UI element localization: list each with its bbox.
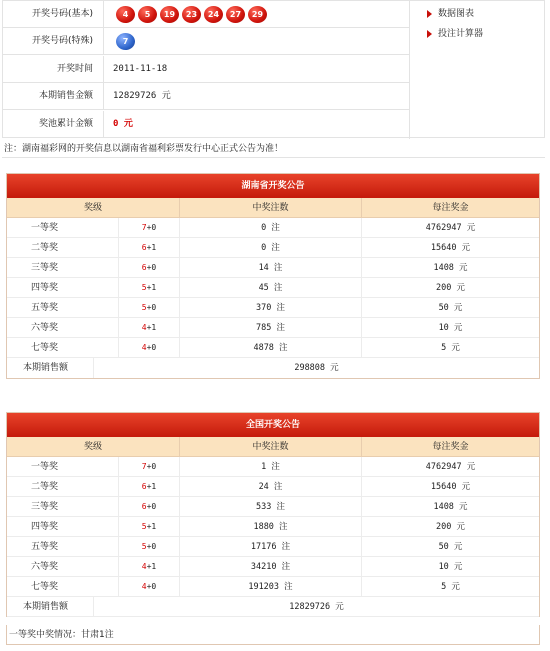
draw-info-panel xyxy=(2,0,545,138)
match-rule xyxy=(119,218,180,237)
sales-amount-value: 12829726 元 xyxy=(113,91,171,101)
prize-amount: 50 元 xyxy=(438,542,463,552)
match-special: +1 xyxy=(146,562,157,571)
prize-amount: 4762947 元 xyxy=(425,462,476,472)
national-sales-value: 12829726 元 xyxy=(289,602,344,612)
number-ball: 23 xyxy=(182,6,201,23)
number-ball: 24 xyxy=(204,6,223,23)
match-main: 5 xyxy=(141,303,147,312)
match-main: 6 xyxy=(141,502,147,511)
winner-count: 191203 注 xyxy=(180,577,362,596)
match-rule xyxy=(119,557,180,576)
bet-calculator-link-label: 投注计算器 xyxy=(438,29,484,39)
winner-count: 785 注 xyxy=(180,318,362,337)
match-main: 7 xyxy=(141,462,147,471)
match-main: 6 xyxy=(141,482,147,491)
match-special: +0 xyxy=(146,303,157,312)
disclaimer-note: 注：湖南福彩网的开奖信息以湖南省福利彩票发行中心正式公告为准！ xyxy=(2,141,545,158)
prize-amount: 1408 元 xyxy=(433,263,468,273)
match-special: +0 xyxy=(146,582,157,591)
national-table-body xyxy=(7,457,539,597)
winner-count: 34210 注 xyxy=(180,557,362,576)
table-row xyxy=(7,497,539,517)
arrow-right-icon xyxy=(427,30,432,38)
header-level: 奖级 xyxy=(7,198,180,217)
special-number-row xyxy=(3,28,410,55)
prize-level: 五等奖 xyxy=(7,298,119,317)
winner-count: 4878 注 xyxy=(180,338,362,357)
hunan-announcement-panel xyxy=(6,173,540,379)
match-special: +1 xyxy=(146,522,157,531)
first-prize-winners-note: 一等奖中奖情况：甘肃1注 xyxy=(6,625,540,645)
match-special: +0 xyxy=(146,223,157,232)
draw-info-table xyxy=(3,1,410,139)
prize-amount: 5 元 xyxy=(441,582,460,592)
winner-count: 14 注 xyxy=(180,258,362,277)
data-chart-link[interactable] xyxy=(426,7,483,27)
jackpot-value: 0 元 xyxy=(113,119,133,129)
winner-count: 533 注 xyxy=(180,497,362,516)
prize-level: 四等奖 xyxy=(7,278,119,297)
draw-date-value: 2011-11-18 xyxy=(113,64,168,74)
prize-amount: 10 元 xyxy=(438,562,463,572)
side-links xyxy=(426,7,483,47)
table-row xyxy=(7,557,539,577)
match-main: 5 xyxy=(141,542,147,551)
header-level: 奖级 xyxy=(7,437,180,456)
table-row xyxy=(7,278,539,298)
match-rule xyxy=(119,537,180,556)
match-rule xyxy=(119,238,180,257)
sales-amount-row xyxy=(3,83,410,110)
match-special: +0 xyxy=(146,542,157,551)
prize-level: 七等奖 xyxy=(7,577,119,596)
table-row xyxy=(7,258,539,278)
winner-count: 45 注 xyxy=(180,278,362,297)
arrow-right-icon xyxy=(427,10,432,18)
basic-numbers xyxy=(116,6,267,24)
prize-amount: 200 元 xyxy=(436,522,465,532)
draw-date-row xyxy=(3,56,410,83)
table-row xyxy=(7,218,539,238)
header-count: 中奖注数 xyxy=(180,198,362,217)
prize-level: 二等奖 xyxy=(7,238,119,257)
table-row xyxy=(7,338,539,358)
table-row xyxy=(7,318,539,338)
match-special: +1 xyxy=(146,243,157,252)
match-rule xyxy=(119,258,180,277)
match-rule xyxy=(119,517,180,536)
prize-amount: 200 元 xyxy=(436,283,465,293)
hunan-sales-row xyxy=(7,358,539,378)
national-sales-row xyxy=(7,597,539,617)
hunan-table-body xyxy=(7,218,539,358)
winner-count: 0 注 xyxy=(180,218,362,237)
winner-count: 17176 注 xyxy=(180,537,362,556)
match-main: 4 xyxy=(141,323,147,332)
match-main: 5 xyxy=(141,522,147,531)
table-row xyxy=(7,537,539,557)
table-row xyxy=(7,457,539,477)
match-rule xyxy=(119,278,180,297)
hunan-sales-label: 本期销售额 xyxy=(7,358,94,378)
header-prize: 每注奖金 xyxy=(432,442,469,452)
match-rule xyxy=(119,318,180,337)
national-panel-title: 全国开奖公告 xyxy=(7,413,539,437)
prize-level: 三等奖 xyxy=(7,497,119,516)
sales-amount-label: 本期销售金额 xyxy=(3,83,104,109)
match-special: +0 xyxy=(146,502,157,511)
number-ball: 4 xyxy=(116,6,135,23)
prize-level: 六等奖 xyxy=(7,557,119,576)
prize-level: 二等奖 xyxy=(7,477,119,496)
match-special: +0 xyxy=(146,263,157,272)
data-chart-link-label: 数据图表 xyxy=(438,9,475,19)
prize-level: 六等奖 xyxy=(7,318,119,337)
national-announcement-panel xyxy=(6,412,540,617)
winner-count: 1 注 xyxy=(180,457,362,476)
prize-level: 五等奖 xyxy=(7,537,119,556)
match-special: +1 xyxy=(146,283,157,292)
table-row xyxy=(7,477,539,497)
prize-amount: 1408 元 xyxy=(433,502,468,512)
number-ball: 27 xyxy=(226,6,245,23)
special-numbers xyxy=(116,33,135,51)
match-rule xyxy=(119,338,180,357)
number-ball: 5 xyxy=(138,6,157,23)
winner-count: 24 注 xyxy=(180,477,362,496)
winner-count: 1880 注 xyxy=(180,517,362,536)
match-rule xyxy=(119,497,180,516)
match-special: +0 xyxy=(146,462,157,471)
match-main: 6 xyxy=(141,243,147,252)
prize-level: 一等奖 xyxy=(7,457,119,476)
prize-level: 三等奖 xyxy=(7,258,119,277)
basic-numbers-label: 开奖号码(基本) xyxy=(3,1,104,27)
prize-amount: 50 元 xyxy=(438,303,463,313)
match-rule xyxy=(119,577,180,596)
draw-date-label: 开奖时间 xyxy=(3,56,104,82)
special-number-label: 开奖号码(特殊) xyxy=(3,28,104,54)
special-number-ball: 7 xyxy=(116,33,135,50)
table-row xyxy=(7,298,539,318)
match-main: 6 xyxy=(141,263,147,272)
match-main: 4 xyxy=(141,562,147,571)
match-main: 4 xyxy=(141,582,147,591)
match-main: 4 xyxy=(141,343,147,352)
national-sales-label: 本期销售额 xyxy=(7,597,94,616)
header-prize: 每注奖金 xyxy=(432,203,469,213)
winner-count: 0 注 xyxy=(180,238,362,257)
header-count: 中奖注数 xyxy=(180,437,362,456)
hunan-sales-value: 298808 元 xyxy=(294,363,339,373)
number-ball: 19 xyxy=(160,6,179,23)
jackpot-row xyxy=(3,111,410,138)
prize-amount: 5 元 xyxy=(441,343,460,353)
number-ball: 29 xyxy=(248,6,267,23)
prize-amount: 10 元 xyxy=(438,323,463,333)
prize-level: 七等奖 xyxy=(7,338,119,357)
table-row xyxy=(7,577,539,597)
table-row xyxy=(7,238,539,258)
match-rule xyxy=(119,477,180,496)
match-rule xyxy=(119,298,180,317)
prize-level: 四等奖 xyxy=(7,517,119,536)
winner-count: 370 注 xyxy=(180,298,362,317)
match-main: 5 xyxy=(141,283,147,292)
match-main: 7 xyxy=(141,223,147,232)
hunan-table-header xyxy=(7,198,539,218)
national-table-header xyxy=(7,437,539,457)
match-rule xyxy=(119,457,180,476)
prize-amount: 15640 元 xyxy=(430,243,471,253)
match-special: +1 xyxy=(146,323,157,332)
jackpot-label: 奖池累计金额 xyxy=(3,111,104,137)
bet-calculator-link[interactable] xyxy=(426,27,483,47)
match-special: +1 xyxy=(146,482,157,491)
prize-amount: 15640 元 xyxy=(430,482,471,492)
hunan-panel-title: 湖南省开奖公告 xyxy=(7,174,539,198)
match-special: +0 xyxy=(146,343,157,352)
prize-level: 一等奖 xyxy=(7,218,119,237)
basic-numbers-row xyxy=(3,1,410,28)
prize-amount: 4762947 元 xyxy=(425,223,476,233)
table-row xyxy=(7,517,539,537)
